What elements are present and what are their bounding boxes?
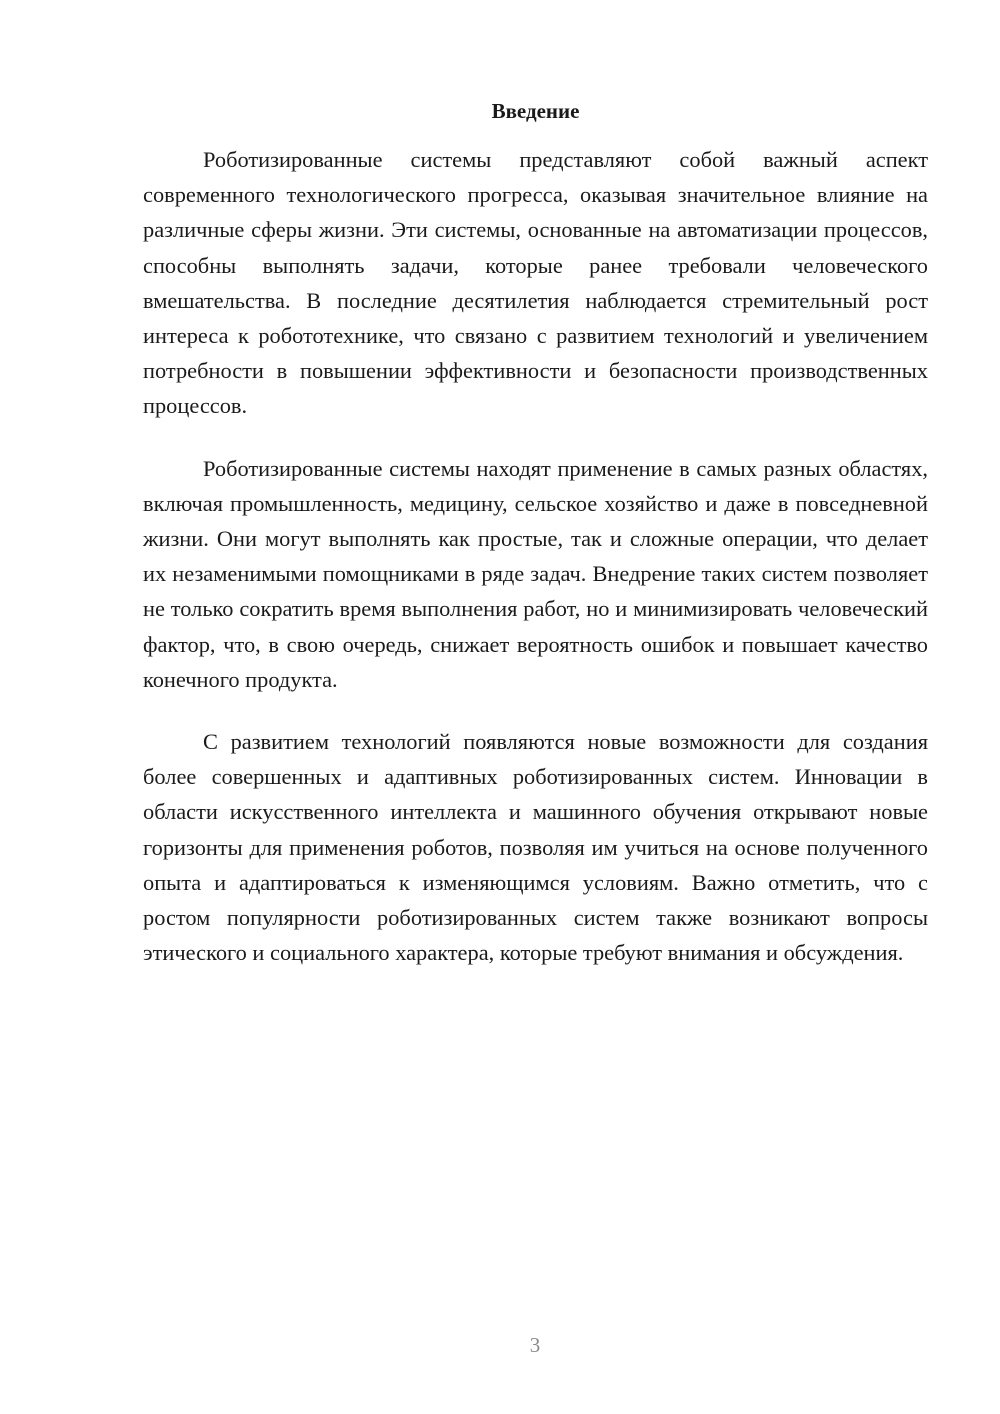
section-title: Введение	[491, 99, 580, 123]
paragraph-2: Роботизированные системы находят применение в самых разных областях, включая промышленность, медицину, сельское хозяйство и даже в повседневной жизни. Они могут выполнять как простые, так и сложные операции, что делает их незаменимыми помощниками в ряде задач. Внедрение таких систем позволяет не только сократить время выполнения работ, но и минимизировать человеческий фактор, что, в свою очередь, снижает вероятность ошибок и повышает качество конечного продукта.	[143, 455, 928, 692]
body-text	[143, 142, 928, 997]
page-number: 3	[529, 1333, 541, 1357]
paragraph-1: Роботизированные системы представляют собой важный аспект современного технологического прогресса, оказывая значительное влияние на различные сферы жизни. Эти системы, основанные на автоматизации процессов, способны выполнять задачи, которые ранее требовали человеческого вмешательства. В последние десятилетия наблюдается стремительный рост интереса к робототехнике, что связано с развитием технологий и увеличением потребности в повышении эффективности и безопасности производственных процессов.	[143, 147, 928, 419]
paragraph-3: С развитием технологий появляются новые возможности для создания более совершенных и адаптивных роботизированных систем. Инновации в области искусственного интеллекта и машинного обучения открывают новые горизонты для применения роботов, позволяя им учиться на основе полученного опыта и адаптироваться к изменяющимся условиям. Важно отметить, что с ростом популярности роботизированных систем также возникают вопросы этического и социального характера, которые требуют внимания и обсуждения.	[143, 729, 928, 966]
